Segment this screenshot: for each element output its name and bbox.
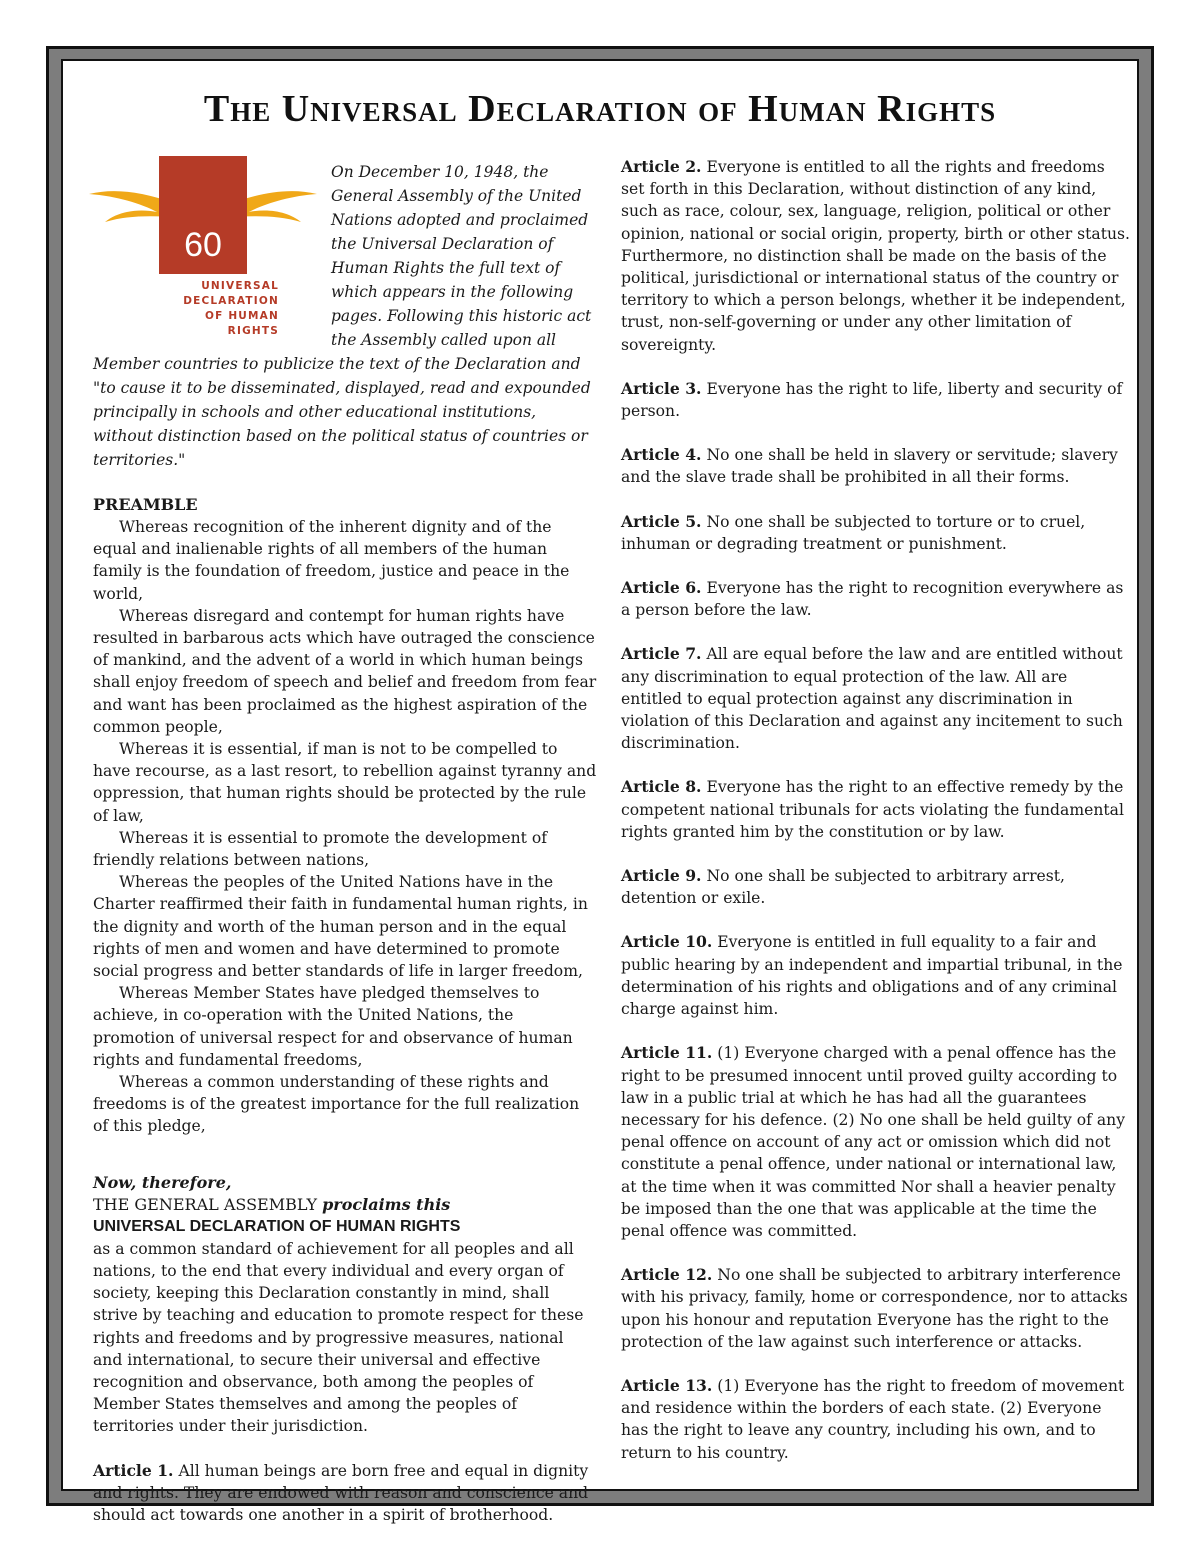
logo-caption-line: RIGHTS (227, 325, 279, 337)
intro-text-top: On December 10, 1948, the General Assembly of the United Nations adopted and proclaimed the Universal Declaration of Human Rights the full text of which appears in the following pages. Following this historic act the Assembly called upon all (331, 163, 592, 349)
article-text: All human beings are born free and equal in dignity and rights. They are endowed with reason and conscience and should act towards one another in a spirit of brotherhood. (93, 1461, 589, 1524)
article-label: Article 9. (621, 866, 702, 886)
logo-caption-line: UNIVERSAL (201, 280, 279, 292)
article-label: Article 4. (621, 445, 702, 465)
logo-caption-line: OF HUMAN (204, 310, 279, 322)
right-column (621, 156, 1131, 1486)
article-label: Article 13. (621, 1375, 713, 1395)
article-8 (621, 776, 1131, 843)
article-text: All are equal before the law and are entitled without any discrimination to equal protection of the law. All are entitled to equal protection against any discrimination in violation of this Declaration and against any incitement to such discrimination. (621, 645, 1123, 753)
article-10 (621, 931, 1131, 1020)
article-label: Article 10. (621, 932, 713, 952)
article-9 (621, 865, 1131, 909)
article-label: Article 6. (621, 578, 702, 598)
article-label: Article 3. (621, 378, 702, 398)
article-text: No one shall be subjected to arbitrary arrest, detention or exile. (621, 867, 1065, 908)
page-content (61, 59, 1139, 1524)
article-1 (93, 1460, 597, 1527)
preamble-paragraph: Whereas disregard and contempt for human rights have resulted in barbarous acts which have outraged the conscience of mankind, and the advent of a world in which human beings shall enjoy freedom of speech and belief and freedom from fear and want has been proclaimed as the highest aspiration of the common people, (93, 606, 597, 736)
article-5 (621, 511, 1131, 555)
article-11 (621, 1042, 1131, 1242)
preamble-paragraph: Whereas Member States have pledged themselves to achieve, in co-operation with the United Nations, the promotion of universal respect for and observance of human rights and fundamental freedoms, (93, 984, 573, 1069)
proclamation-body: as a common standard of achievement for all peoples and all nations, to the end that every individual and every organ of society, keeping this Declaration constantly in mind, shall strive by teaching and education to promote respect for these rights and freedoms and by progressive measures, national and international, to secure their universal and effective recognition and observance, both among the peoples of Member States themselves and among the peoples of territories under their jurisdiction. (93, 1239, 584, 1436)
article-text: No one shall be subjected to arbitrary interference with his privacy, family, home or correspondence, nor to attacks upon his honour and reputation Everyone has the right to the protection of the law against such interference or attacks. (621, 1266, 1128, 1351)
article-6 (621, 577, 1131, 621)
now-therefore-text: Now, therefore, (93, 1172, 232, 1192)
article-text: Everyone is entitled to all the rights and freedoms set forth in this Declaration, without distinction of any kind, such as race, colour, sex, language, religion, political or other opinion, national or social origin, property, birth or other status. Furthermore, no distinction shall be made on the basis of the political, jurisdictional or international status of the country or territory to which a person belongs, whether it be independent, trust, non-self-governing or under any other limitation of sovereignty. (621, 158, 1130, 354)
preamble-paragraph: Whereas it is essential, if man is not to be compelled to have recourse, as a last resort, to rebellion against tyranny and oppression, that human rights should be protected by the rule of law, (93, 740, 597, 825)
intro-text-bottom: Member countries to publicize the text of the Declaration and "to cause it to be disseminated, displayed, read and expounded principally in schools and other educational institutions, without distinction based on the political status of countries or territories." (93, 355, 591, 469)
article-text: (1) Everyone charged with a penal offence has the right to be presumed innocent until proved guilty according to law in a public trial at which he has had all the guarantees necessary for his defence. (2) No one shall be held guilty of any penal offence on account of any act or omission which did not constitute a penal offence, under national or international law, at the time when it was committed Nor shall a heavier penalty be imposed than the one that was applicable at the time the penal offence was committed. (621, 1044, 1126, 1240)
preamble-paragraph: Whereas a common understanding of these rights and freedoms is of the greatest importance for the full realization of this pledge, (93, 1073, 580, 1136)
left-column (93, 156, 597, 1548)
article-text: Everyone is entitled in full equality to a fair and public hearing by an independent and impartial tribunal, in the determination of his rights and obligations and of any criminal charge against him. (621, 933, 1123, 1019)
article-label: Article 11. (621, 1043, 713, 1063)
article-4 (621, 444, 1131, 488)
article-2 (621, 156, 1131, 356)
article-text: No one shall be subjected to torture or to cruel, inhuman or degrading treatment or punishment. (621, 512, 1086, 553)
document-title: The Universal Declaration of Human Rights (203, 88, 997, 130)
preamble-heading: PREAMBLE (93, 495, 198, 514)
article-text: (1) Everyone has the right to freedom of movement and residence within the borders of each state. (2) Everyone has the right to leave any country, including his own, and to return to his country. (621, 1376, 1125, 1462)
article-3 (621, 378, 1131, 422)
udhr-60-logo (87, 156, 319, 346)
preamble-paragraph: Whereas the peoples of the United Nations have in the Charter reaffirmed their faith in fundamental human rights, in the dignity and worth of the human person and in the equal rights of men and women and have determined to promote social progress and better standards of life in larger freedom, (93, 873, 588, 981)
article-label: Article 8. (621, 777, 702, 797)
logo-caption-line: DECLARATION (183, 295, 279, 307)
article-text: Everyone has the right to life, liberty and security of person. (621, 379, 1123, 421)
general-assembly-text: THE GENERAL ASSEMBLY (93, 1194, 323, 1214)
article-text: No one shall be held in slavery or servitude; slavery and the slave trade shall be prohibited in all their forms. (621, 446, 1118, 487)
article-label: Article 1. (93, 1460, 174, 1480)
article-label: Article 12. (621, 1265, 713, 1285)
article-text: Everyone has the right to recognition everywhere as a person before the law. (621, 579, 1124, 620)
proclamation-now (93, 1172, 597, 1194)
article-label: Article 5. (621, 511, 702, 531)
preamble-paragraph: Whereas it is essential to promote the development of friendly relations between nations, (93, 828, 547, 870)
article-label: Article 7. (621, 644, 702, 664)
article-label: Article 2. (621, 157, 702, 176)
preamble-paragraph: Whereas recognition of the inherent dignity and of the equal and inalienable rights of all members of the human family is the foundation of freedom, justice and peace in the world, (93, 518, 570, 603)
article-text: Everyone has the right to an effective remedy by the competent national tribunals for acts violating the fundamental rights granted him by the constitution or by law. (621, 778, 1124, 841)
article-7 (621, 643, 1131, 754)
logo-caption (159, 279, 279, 339)
general-assembly-line (93, 1194, 597, 1216)
udhr-heading: UNIVERSAL DECLARATION OF HUMAN RIGHTS (93, 1217, 461, 1235)
logo-number: 60 (184, 226, 222, 264)
article-13 (621, 1375, 1131, 1464)
article-12 (621, 1264, 1131, 1353)
proclaims-text: proclaims this (322, 1194, 451, 1214)
page-border (46, 46, 1154, 1524)
